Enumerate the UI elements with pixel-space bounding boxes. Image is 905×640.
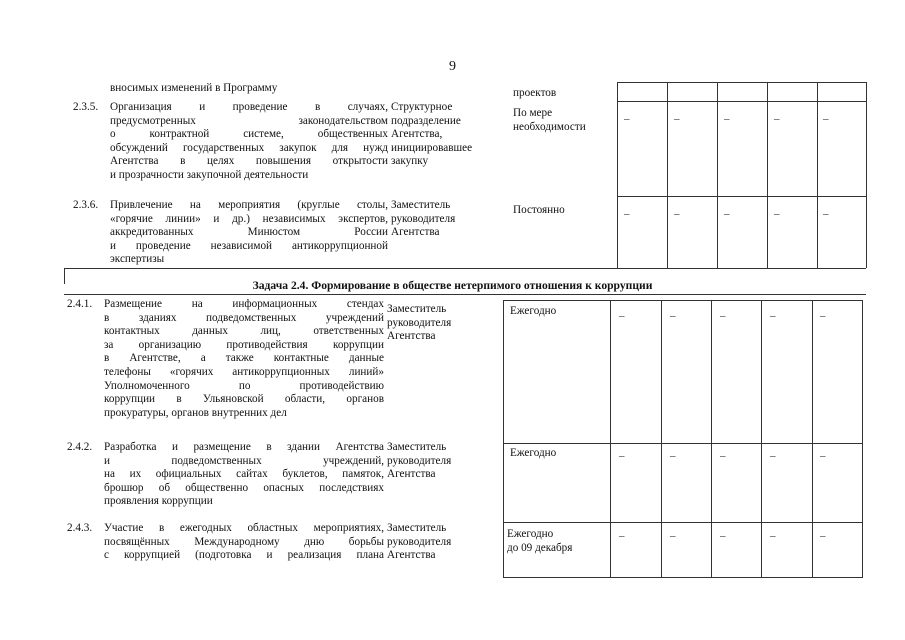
row-description — [104, 298, 384, 420]
cell-mark: – — [619, 530, 625, 542]
row-number: 2.4.2. — [67, 441, 93, 453]
executor-line: Агентства, — [391, 128, 443, 141]
executor-line: Агентства — [391, 226, 440, 239]
grid-line — [610, 300, 611, 577]
term-line: необходимости — [513, 120, 586, 133]
row-number: 2.3.5. — [73, 101, 99, 113]
executor-line: Заместитель — [387, 522, 447, 534]
cell-mark: – — [724, 208, 730, 220]
executor-line: Структурное — [391, 101, 453, 113]
description-line: о контрактной системе, общественных — [110, 128, 388, 141]
cell-mark: – — [820, 450, 826, 462]
grid-line — [617, 82, 866, 83]
description-line: Агентства в целях повышения открытости — [110, 155, 388, 168]
executor-line: Заместитель — [391, 199, 451, 211]
term-tail: проектов — [513, 87, 557, 99]
description-line: коррупции в Ульяновской области, органов — [104, 393, 384, 406]
grid-line — [503, 577, 863, 578]
row-term — [510, 447, 556, 461]
description-line: посвящённых Международному дню борьбы — [104, 535, 384, 548]
cell-mark: – — [624, 208, 630, 220]
grid-line — [767, 82, 768, 268]
task-bottom-line — [64, 294, 866, 295]
executor-line: руководителя — [391, 212, 456, 225]
cell-mark: – — [823, 208, 829, 220]
description-line: на их официальных сайтах буклетов, памяток, — [104, 468, 384, 481]
term-line: до 09 декабря — [507, 541, 573, 554]
row-description — [104, 441, 384, 509]
description-line: Привлечение на мероприятия (круглые столы, — [110, 199, 388, 211]
executor-line: руководителя — [387, 316, 452, 329]
cell-mark: – — [720, 530, 726, 542]
cell-mark: – — [820, 310, 826, 322]
description-line: за организацию противодействия коррупции — [104, 338, 384, 351]
cell-mark: – — [674, 208, 680, 220]
description-line: предусмотренных законодательством — [110, 114, 388, 127]
grid-line — [503, 300, 863, 301]
description-line: проявления коррупции — [104, 495, 213, 508]
grid-line — [667, 82, 668, 268]
row-executor — [387, 522, 451, 563]
task-top-line — [64, 268, 866, 269]
row-executor — [391, 101, 472, 169]
cell-mark: – — [770, 310, 776, 322]
description-line: Уполномоченного по противодействию — [104, 379, 384, 392]
cell-mark: – — [774, 113, 780, 125]
cell-mark: – — [720, 310, 726, 322]
row-number: 2.4.3. — [67, 522, 93, 534]
description-line: в Агентстве, а также контактные данные — [104, 352, 384, 365]
executor-line: руководителя — [387, 535, 452, 548]
cell-mark: – — [670, 530, 676, 542]
executor-line: Агентства — [387, 549, 436, 562]
description-line: прокуратуры, органов внутренних дел — [104, 406, 287, 419]
description-line: Организация и проведение в случаях, — [110, 101, 388, 113]
row-executor — [387, 441, 451, 482]
description-line: экспертизы — [110, 253, 165, 266]
row-description — [110, 199, 388, 267]
row-description — [104, 522, 384, 563]
cell-mark: – — [820, 530, 826, 542]
executor-line: Заместитель — [387, 441, 447, 453]
description-line: и проведение независимой антикоррупционной — [110, 239, 388, 252]
row-executor — [391, 199, 455, 240]
description-line: брошюр об общественно опасных последствиях — [104, 481, 384, 494]
cell-mark: – — [770, 530, 776, 542]
cell-mark: – — [823, 113, 829, 125]
grid-line — [661, 300, 662, 577]
cell-mark: – — [670, 310, 676, 322]
description-line: Разработка и размещение в здании Агентства — [104, 441, 384, 453]
description-line: Участие в ежегодных областных мероприятиях, — [104, 522, 384, 534]
cell-mark: – — [624, 113, 630, 125]
cell-mark: – — [674, 113, 680, 125]
description-line: и подведомственных учреждений, — [104, 454, 384, 467]
row-term — [513, 107, 586, 134]
description-line: аккредитованных Минюстом России — [110, 226, 388, 239]
executor-line: подразделение — [391, 114, 461, 127]
grid-line — [761, 300, 762, 577]
row-number: 2.4.1. — [67, 298, 93, 310]
cell-mark: – — [770, 450, 776, 462]
grid-line — [717, 82, 718, 268]
term-line: По мере — [513, 107, 553, 119]
executor-line: Агентства — [387, 468, 436, 481]
term-line: Ежегодно — [510, 447, 557, 459]
cell-mark: – — [619, 450, 625, 462]
description-line: обсуждений государственных закупок для нужд — [110, 141, 388, 154]
executor-line: закупку — [391, 155, 429, 168]
cell-mark: – — [774, 208, 780, 220]
description-tail: вносимых изменений в Программу — [110, 82, 278, 94]
grid-line — [617, 196, 866, 197]
cell-mark: – — [670, 450, 676, 462]
executor-line: Агентства — [387, 330, 436, 343]
grid-line — [503, 522, 863, 523]
row-term — [510, 305, 556, 319]
executor-line: руководителя — [387, 454, 452, 467]
grid-line — [503, 443, 863, 444]
row-description — [110, 101, 388, 183]
task-heading: Задача 2.4. Формирование в обществе нетерпимого отношения к коррупции — [252, 279, 653, 292]
term-line: Постоянно — [513, 204, 565, 216]
page-number: 9 — [449, 59, 456, 74]
grid-line — [503, 300, 504, 577]
term-line: Ежегодно — [507, 528, 554, 540]
grid-line — [866, 82, 867, 268]
description-line: контактных данных лиц, ответственных — [104, 325, 384, 338]
grid-line — [711, 300, 712, 577]
row-executor — [387, 303, 451, 344]
cell-mark: – — [619, 310, 625, 322]
row-term — [507, 528, 572, 555]
row-term — [513, 204, 565, 218]
grid-line — [617, 82, 618, 268]
grid-line — [862, 300, 863, 577]
cell-mark: – — [724, 113, 730, 125]
grid-line — [817, 82, 818, 268]
description-line: с коррупцией (подготовка и реализация плана — [104, 549, 384, 562]
description-line: и прозрачности закупочной деятельности — [110, 168, 309, 181]
executor-line: Заместитель — [387, 303, 447, 315]
description-line: «горячие линии» и др.) независимых экспертов, — [110, 212, 388, 225]
cell-mark: – — [720, 450, 726, 462]
executor-line: инициировавшее — [391, 141, 473, 154]
grid-line — [812, 300, 813, 577]
row-number: 2.3.6. — [73, 199, 99, 211]
description-line: телефоны «горячих антикоррупционных линий» — [104, 365, 384, 378]
description-line: в зданиях подведомственных учреждений — [104, 311, 384, 324]
term-line: Ежегодно — [510, 305, 557, 317]
description-line: Размещение на информационных стендах — [104, 298, 384, 310]
grid-line — [617, 101, 866, 102]
